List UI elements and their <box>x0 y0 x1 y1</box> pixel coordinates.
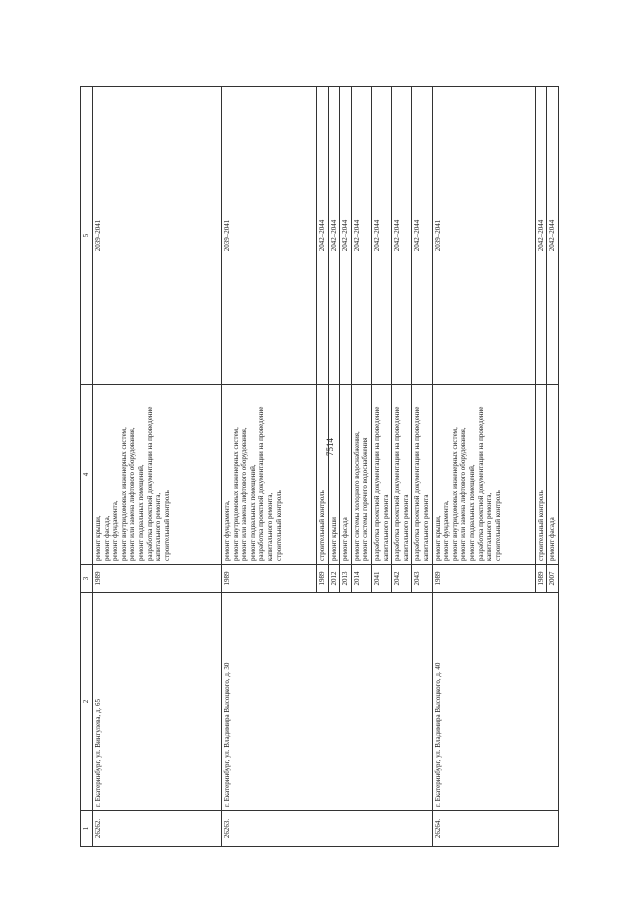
table-row <box>432 87 535 847</box>
header-row <box>81 87 93 847</box>
page-number: 7514 <box>325 438 335 456</box>
subrow-period: 2042–2044 <box>535 87 547 385</box>
subrow-period: 2042–2044 <box>340 87 352 385</box>
header-col-2: 2 <box>81 593 93 811</box>
row-year: 1989 <box>222 565 317 593</box>
row-address: г. Екатеринбург, ул. Вингулева, д. 65 <box>93 593 222 811</box>
rotated-table-sheet <box>80 87 580 847</box>
subrow-year: 2041 <box>371 565 391 593</box>
subrow-year: 1989 <box>535 565 547 593</box>
subrow-works: строительный контроль <box>535 385 547 565</box>
subrow-works: ремонт крыши <box>328 385 340 565</box>
subrow-works: ремонт системы холодного водоснабжения, ремонт системы горячего водоснабжения <box>351 385 371 565</box>
row-year: 1989 <box>432 565 535 593</box>
subrow-year: 2012 <box>328 565 340 593</box>
subrow-works: строительный контроль <box>317 385 329 565</box>
capital-repair-table <box>80 86 559 847</box>
subrow-works: разработка проектной документации на проведение капитального ремонта <box>392 385 412 565</box>
subrow-year: 2007 <box>547 565 559 593</box>
subrow-year: 1989 <box>317 565 329 593</box>
subrow-period: 2042–2044 <box>547 87 559 385</box>
subrow-year: 2014 <box>351 565 371 593</box>
subrow-works: разработка проектной документации на проведение капитального ремонта <box>412 385 432 565</box>
row-works: ремонт крыши, ремонт фасада, ремонт фундамента, ремонт внутридомовых инженерных систем, ремонт или замена лифтового оборудования, ремонт подвальных помещений, разработка проектной документации на проведение капитального ремонта, строительный контроль <box>93 385 222 565</box>
subrow-period: 2042–2044 <box>328 87 340 385</box>
row-number: 26264. <box>432 811 558 847</box>
table-row <box>222 87 317 847</box>
subrow-period: 2042–2044 <box>351 87 371 385</box>
row-period: 2039–2041 <box>222 87 317 385</box>
row-works: ремонт фундамента, ремонт внутридомовых инженерных систем, ремонт или замена лифтового оборудования, ремонт подвальных помещений, разработка проектной документации на проведение капитального ремонта, строительный контроль <box>222 385 317 565</box>
row-works: ремонт крыши, ремонт фундамента, ремонт внутридомовых инженерных систем, ремонт или замена лифтового оборудования, ремонт подвальных помещений, разработка проектной документации на проведение капитального ремонта, строительный контроль <box>432 385 535 565</box>
subrow-works: разработка проектной документации на проведение капитального ремонта <box>371 385 391 565</box>
subrow-works: ремонт фасада <box>547 385 559 565</box>
row-address: г. Екатеринбург, ул. Владимира Высоцкого, д. 30 <box>222 593 433 811</box>
row-period: 2039–2041 <box>93 87 222 385</box>
header-col-4: 4 <box>81 385 93 565</box>
subrow-year: 2042 <box>392 565 412 593</box>
header-col-5: 5 <box>81 87 93 385</box>
row-number: 26262. <box>93 811 222 847</box>
subrow-period: 2042–2044 <box>317 87 329 385</box>
subrow-year: 2043 <box>412 565 432 593</box>
header-col-1: 1 <box>81 811 93 847</box>
subrow-period: 2042–2044 <box>371 87 391 385</box>
row-address: г. Екатеринбург, ул. Владимира Высоцкого, д. 40 <box>432 593 558 811</box>
row-year: 1989 <box>93 565 222 593</box>
table-row <box>93 87 222 847</box>
row-period: 2039–2041 <box>432 87 535 385</box>
subrow-works: ремонт фасада <box>340 385 352 565</box>
header-col-3: 3 <box>81 565 93 593</box>
subrow-period: 2042–2044 <box>412 87 432 385</box>
row-number: 26263. <box>222 811 433 847</box>
subrow-period: 2042–2044 <box>392 87 412 385</box>
subrow-year: 2013 <box>340 565 352 593</box>
